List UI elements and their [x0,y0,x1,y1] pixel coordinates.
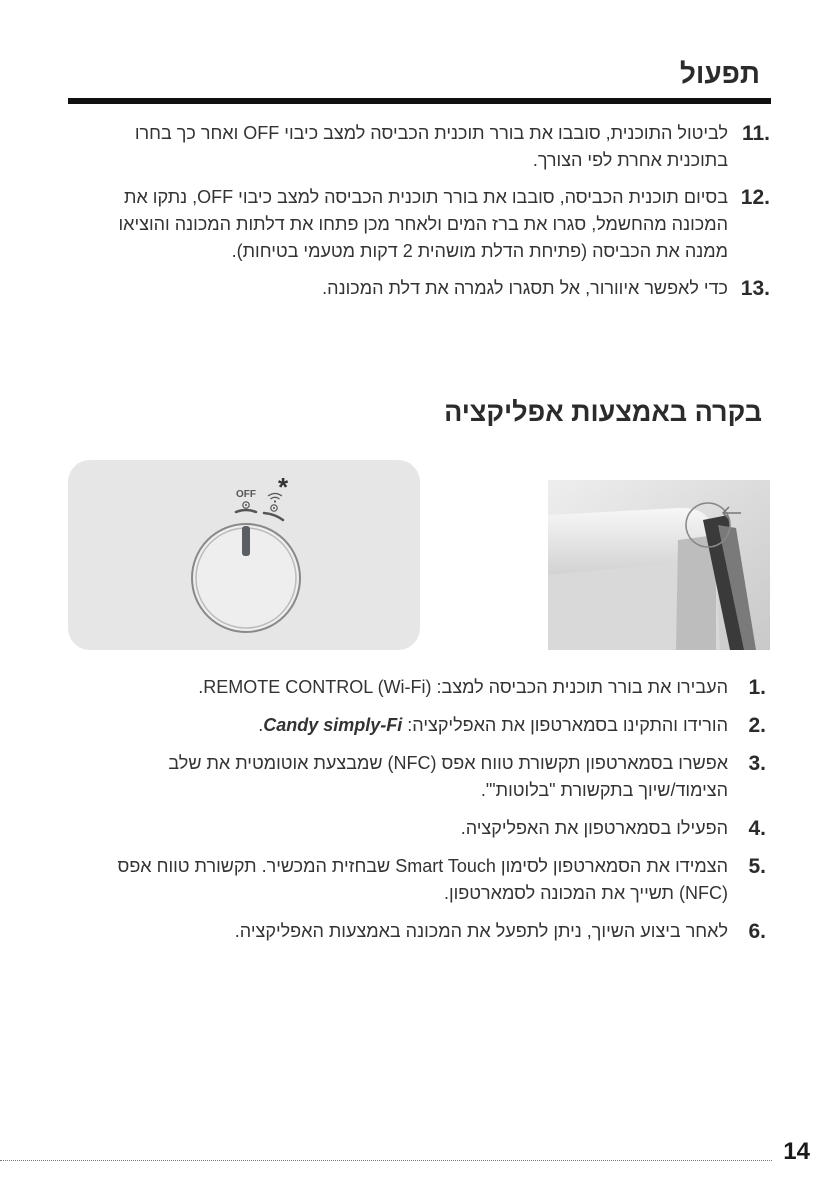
step-text-after: . [258,715,264,735]
section-title: תפעול [679,58,760,89]
smart-touch-photo [548,480,770,650]
step-number: 3. [748,752,766,775]
list-item [80,815,770,842]
dial-illustration [68,460,420,650]
step-text: העבירו את בורר תוכנית הכביסה למצב: REMOTE CONTROL (Wi-Fi). [198,677,728,697]
remote-marker-dot [273,507,275,509]
step-number: 4. [748,817,766,840]
dial-pointer [242,526,250,556]
step-text: הצמידו את הסמארטפון לסימון Smart Touch שבחזית המכשיר. תקשורת טווח אפס (NFC) תשייך את המכונה לסמארטפון. [117,856,728,903]
step-text: בסיום תוכנית הכביסה, סובבו את בורר תוכנית הכביסה למצב כיבוי OFF, נתקו את המכונה מהחשמל, סגרו את ברז המים ולאחר מכן פתחו את דלתות המכונה והוציאו ממנה את הכביסה (פתיחת הדלת מושהית 2 דקות מטעמי בטיחות). [118,187,728,261]
step-text: אפשרו בסמארטפון תקשורת טווח אפס (NFC) שמבצעת אוטומטית את שלב הצימוד/שיוך בתקשורת "בלוטות'". [168,753,728,800]
step-number: 2. [748,714,766,737]
list-item [80,853,770,907]
dial-graphic [68,460,420,650]
operation-steps [80,120,770,312]
off-arc [236,510,256,512]
page-number: 14 [783,1138,810,1165]
step-text-before: הורידו והתקינו בסמארטפון את האפליקציה: [402,715,728,735]
title-rule [68,98,771,104]
step-text: כדי לאפשר איוורור, אל תסגרו לגמרה את דלת המכונה. [322,278,728,298]
remote-arc [264,513,283,520]
step-number: 11. [741,122,770,145]
list-item [80,750,770,804]
step-number: 12. [740,186,770,209]
app-name: Candy simply-Fi [263,715,403,735]
step-number: 6. [748,920,766,943]
star-mark: * [277,472,289,502]
list-item [80,275,770,302]
step-text: לביטול התוכנית, סובבו את בורר תוכנית הכביסה למצב כיבוי OFF ואחר כך בחרו בתוכנית אחרת לפי הצורך. [134,123,728,170]
step-text: הפעילו בסמארטפון את האפליקציה. [460,818,728,838]
off-marker-dot [245,504,247,506]
list-item [80,184,770,265]
step-text [80,712,728,739]
off-label: OFF [236,489,256,500]
list-item [80,120,770,174]
app-section-title: בקרה באמצעות אפליקציה [444,397,762,427]
photo-graphic [548,480,770,650]
step-text: לאחר ביצוע השיוך, ניתן לתפעל את המכונה באמצעות האפליקציה. [234,921,728,941]
list-item [80,712,770,739]
step-number: 13. [740,277,770,300]
list-item [80,918,770,945]
step-number: 1. [748,676,766,699]
app-steps [80,674,770,956]
step-number: 5. [748,855,766,878]
footer-divider [0,1160,772,1161]
list-item [80,674,770,701]
